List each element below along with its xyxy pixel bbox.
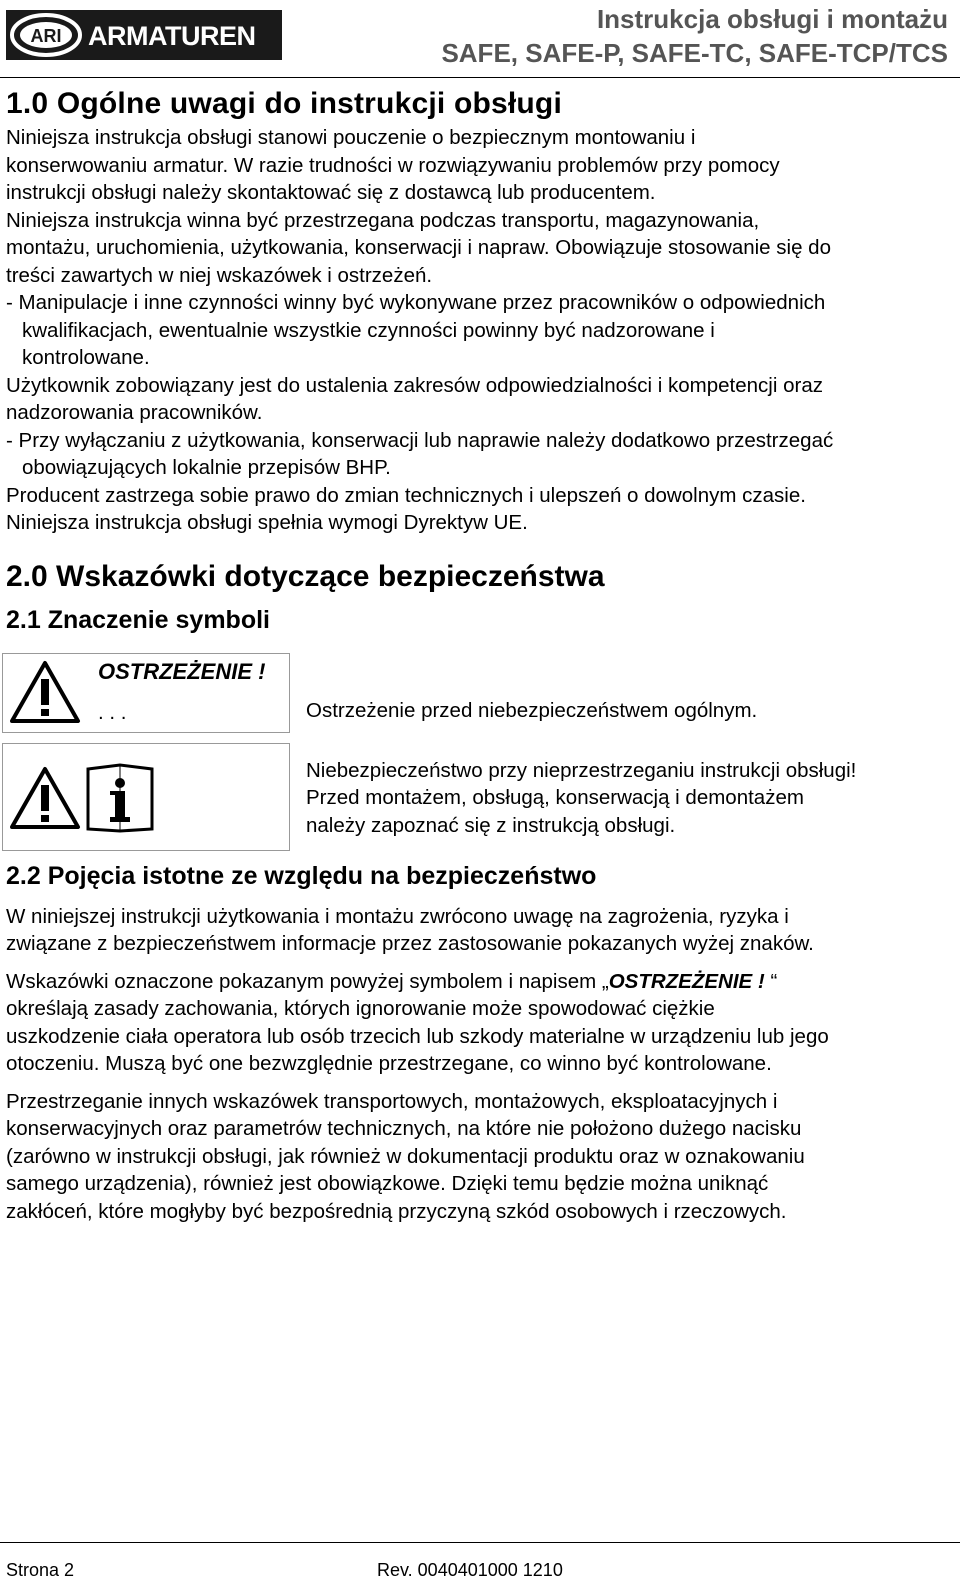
paragraph-line: związane z bezpieczeństwem informacje przez zastosowanie pokazanych wyżej znaków. bbox=[6, 932, 814, 955]
page-number: Strona 2 bbox=[6, 1560, 75, 1580]
section-2-2-heading: 2.2 Pojęcia istotne ze względu na bezpieczeństwo bbox=[6, 861, 597, 890]
paragraph-line: samego urządzenia), również jest obowiązkowe. Dzięki temu będzie można uniknąć bbox=[6, 1172, 769, 1195]
paragraph-line: uszkodzenie ciała operatora lub osób trzecich lub szkody materialne w urządzeniu lub jego bbox=[6, 1024, 829, 1048]
revision-number: Rev. 0040401000 1210 bbox=[377, 1560, 563, 1580]
paragraph-line-first bbox=[6, 968, 950, 996]
header-divider bbox=[0, 77, 960, 78]
page-header bbox=[0, 0, 960, 80]
warning-emphasis: OSTRZEŻENIE ! bbox=[608, 969, 765, 993]
section-1-heading: 1.0 Ogólne uwagi do instrukcji obsługi bbox=[6, 87, 562, 120]
section-1-line: montażu, uruchomienia, użytkowania, konserwacji i napraw. Obowiązuje stosowanie się do bbox=[6, 236, 831, 259]
bullet-line: kwalifikacjach, ewentualnie wszystkie czynności powinny być nadzorowane i bbox=[22, 318, 715, 342]
document-title-line1: Instrukcja obsługi i montażu bbox=[596, 4, 948, 34]
manual-description-line: należy zapoznać się z instrukcją obsługi. bbox=[306, 813, 676, 837]
paragraph-suffix: “ bbox=[764, 969, 778, 993]
section-1-line: Niniejsza instrukcja obsługi spełnia wymogi Dyrektyw UE. bbox=[6, 511, 528, 534]
warning-triangle-icon bbox=[8, 765, 82, 831]
paragraph-line: określają zasady zachowania, których ignorowanie może spowodować ciężkie bbox=[6, 997, 715, 1020]
manual-description-line: Niebezpieczeństwo przy nieprzestrzeganiu instrukcji obsługi! bbox=[306, 758, 857, 782]
section-2-1-heading: 2.1 Znaczenie symboli bbox=[6, 605, 270, 634]
symbol-warning-row bbox=[6, 653, 950, 743]
ari-armaturen-logo bbox=[6, 10, 282, 60]
bullet-line: kontrolowane. bbox=[22, 346, 150, 369]
footer-divider bbox=[0, 1542, 960, 1543]
section-1-line: Producent zastrzega sobie prawo do zmian technicznych i ulepszeń o dowolnym czasie. bbox=[6, 483, 806, 507]
symbol-manual-row bbox=[6, 743, 950, 859]
section-2-heading: 2.0 Wskazówki dotyczące bezpieczeństwa bbox=[6, 559, 605, 593]
warning-label: OSTRZEŻENIE ! bbox=[98, 658, 266, 684]
warning-dots: . . . bbox=[98, 700, 127, 724]
paragraph-warning bbox=[6, 968, 950, 1078]
paragraph-line: zakłóceń, które mogłyby być bezpośrednią przyczyną szkód osobowych i rzeczowych. bbox=[6, 1199, 787, 1223]
section-1-line: Niniejsza instrukcja winna być przestrzegana podczas transportu, magazynowania, bbox=[6, 208, 760, 232]
bullet-line: - Manipulacje i inne czynności winny być wykonywane przez pracowników o odpowiednich bbox=[6, 291, 826, 314]
paragraph-signs bbox=[6, 903, 950, 958]
paragraph-line: konserwacyjnych oraz parametrów technicznych, na które nie położono dużego nacisku bbox=[6, 1117, 802, 1140]
bullet-line: obowiązujących lokalnie przepisów BHP. bbox=[22, 456, 391, 479]
section-1-line: Użytkownik zobowiązany jest do ustalenia zakresów odpowiedzialności i kompetencji oraz bbox=[6, 373, 823, 397]
paragraph-prefix: Wskazówki oznaczone pokazanym powyżej symbolem i napisem „ bbox=[6, 969, 609, 993]
svg-text:ARMATUREN: ARMATUREN bbox=[88, 21, 256, 51]
warning-triangle-icon bbox=[8, 659, 82, 725]
manual-description-line: Przed montażem, obsługą, konserwacją i demontażem bbox=[306, 786, 804, 809]
info-book-icon bbox=[82, 761, 158, 835]
document-title bbox=[441, 2, 948, 70]
bullet-line: - Przy wyłączaniu z użytkowania, konserwacji lub naprawie należy dodatkowo przestrzegać bbox=[6, 428, 834, 452]
section-1-line: Niniejsza instrukcja obsługi stanowi pouczenie o bezpiecznym montowaniu i bbox=[6, 126, 696, 149]
section-1-line: treści zawartych w niej wskazówek i ostrzeżeń. bbox=[6, 263, 433, 287]
warning-description: Ostrzeżenie przed niebezpieczeństwem ogólnym. bbox=[306, 698, 758, 722]
paragraph-line: Przestrzeganie innych wskazówek transportowych, montażowych, eksploatacyjnych i bbox=[6, 1089, 778, 1113]
document-title-line2: SAFE, SAFE-P, SAFE-TC, SAFE-TCP/TCS bbox=[441, 38, 948, 68]
main-content bbox=[6, 84, 950, 1225]
section-1-line: instrukcji obsługi należy skontaktować się z dostawcą lub producentem. bbox=[6, 181, 656, 204]
section-1-line: nadzorowania pracowników. bbox=[6, 401, 263, 424]
paragraph-line: (zarówno w instrukcji obsługi, jak również w dokumentacji produktu oraz w oznakowaniu bbox=[6, 1144, 805, 1168]
paragraph-line: W niniejszej instrukcji użytkowania i montażu zwrócono uwagę na zagrożenia, ryzyka i bbox=[6, 904, 789, 928]
paragraph-other-guidelines bbox=[6, 1088, 950, 1226]
svg-text:ARI: ARI bbox=[30, 26, 62, 46]
manual-description bbox=[306, 757, 856, 840]
section-1-line: konserwowaniu armatur. W razie trudności w rozwiązywaniu problemów przy pomocy bbox=[6, 153, 780, 177]
paragraph-line: otoczeniu. Muszą być one bezwzględnie przestrzegane, co winno być kontrolowane. bbox=[6, 1052, 772, 1075]
